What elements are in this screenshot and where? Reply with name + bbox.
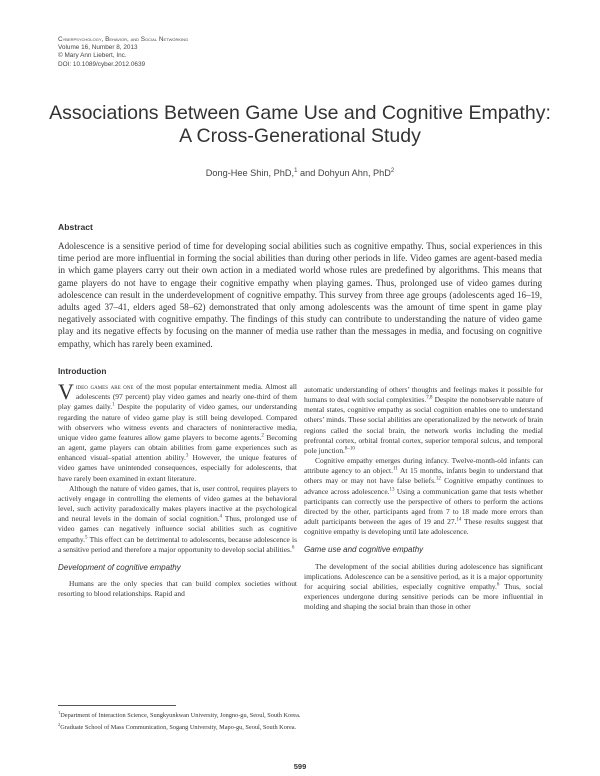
page-number: 599 <box>293 762 307 771</box>
doi-line: DOI: 10.1089/cyber.2012.0639 <box>58 60 146 68</box>
development-paragraph: Humans are the only species that can build complex societies without resorting to blood relationships. Rapid and <box>58 578 297 599</box>
development-heading: Development of cognitive empathy <box>58 562 181 572</box>
abstract-heading: Abstract <box>58 222 93 232</box>
drop-cap: V <box>58 379 74 405</box>
intro-paragraph-1: Video games are one of the most popular entertainment media. Almost all adolescents (97 percent) play video games and nearly one-third of them play games daily.$^1$ Despite the popularity of video games, our understanding regarding the nature of video game play is still being developed. Compared with observers who witness events and characters of noninteractive media, unique video game features allow game players to become agents.$^2$ Becoming an agent, game players can obtain abilities from game experiences such as enhanced visual–spatial attention ability.$^3$ However, the unique features of video games have unintended consequences, especially for adolescents, that have rarely been examined in extant literature. <box>58 379 297 483</box>
footnote-2: $^2$Graduate School of Mass Communication, Sogang University, Mapo-gu, Seoul, South Korea. <box>58 721 297 731</box>
right-paragraph-2: Cognitive empathy emerges during infancy. Twelve-month-old infants can attribute agency to an object.$^{11}$ At 15 months, infants begin to understand that others may or may not have false beliefs.$^{12}$ Cognitive empathy continues to advance across adolescence.$^{13}$ Using a communication game that tests whether participants can correctly use the perspective of others to perform the actions directed by the other, participants aged from 7 to 18 made more errors than adult participants between the ages of 19 and 27.14 These results suggest that cognitive empathy is developing until late adolescence. <box>304 456 543 537</box>
title-line-1: Associations Between Game Use and Cognitive Empathy: <box>49 102 551 124</box>
volume-info: Volume 16, Number 8, 2013 <box>58 44 138 52</box>
footnote-1: $^1$Department of Interaction Science, Sungkyunkwan University, Jongno-gu, Seoul, South Korea. <box>58 710 301 720</box>
affiliation-mark-2: 2 <box>390 168 395 174</box>
journal-header <box>58 36 188 69</box>
footnote-rule <box>58 705 176 706</box>
affiliation-mark-1: 1 <box>294 168 298 174</box>
author-1: Dong-Hee Shin, PhD, <box>205 168 295 179</box>
author-2: and Dohyun Ahn, PhD <box>300 168 391 179</box>
author-line <box>40 168 560 178</box>
title-line-2: A Cross-Generational Study <box>179 125 421 147</box>
journal-name: Cyberpsychology, Behavior, and Social Networking <box>58 36 189 43</box>
paper-title <box>40 102 560 148</box>
right-paragraph-3: The development of the social abilities during adolescence has significant implications. Adolescence can be a sensitive period, as it is a major opportunity for acquiring social abilities, especially cognitive empathy.$^6$ Thus, social experiences undergone during sensitive periods can be more influential in molding and shaping the social brain than those in other <box>304 561 543 612</box>
left-column <box>58 366 297 599</box>
introduction-heading: Introduction <box>58 366 107 376</box>
right-column <box>304 385 543 612</box>
right-paragraph-1: automatic understanding of others’ thoughts and feelings makes it possible for humans to deal with social complexities.$^{7,8}$ Despite the nonobservable nature of mental states, cognitive empathy as social cognition enables one to understand others’ minds. These social abilities are operationalized by the network of brain regions called the social brain, the network works including the medial prefrontal cortex, orbital frontal cortex, superior temporal sulcus, and temporal pole junction.$^{8-10}$ <box>304 385 543 455</box>
intro-paragraph-2: Although the nature of video games, that is, user control, requires players to actively engage in controlling the elements of video games at the behavioral level, such activity paradoxically makes players inactive at the psychological and neural levels in the domain of social cognition.$^4$ Thus, prolonged use of video games can negatively influence social abilities such as cognitive empathy.$^5$ This effect can be detrimental to adolescents, because adolescence is a sensitive period and therefore a major opportunity to develop social abilities.$^6$ <box>58 483 297 554</box>
copyright-line: © Mary Ann Liebert, Inc. <box>58 52 127 60</box>
footnotes <box>58 709 542 732</box>
game-use-heading: Game use and cognitive empathy <box>304 545 424 555</box>
abstract-text: Adolescence is a sensitive period of time for developing social abilities such as cognitive empathy. Thus, social experiences in this time period are more influential in forming the social abilities than during other periods in life. Video games are agent-based media in which game players carry out their own action in a mediated world whose rules are predefined by algorithms. This means that game players do not have to engage their cognitive empathy when playing games. Thus, prolonged use of video games during adolescence can result in the underdevelopment of cognitive empathy. This survey from three age groups (adolescents aged 16–19, adults aged 37–41, elders aged 58–62) demonstrated that only among adolescents was the amount of time spent in game play negatively associated with cognitive empathy. The findings of this study can contribute to understanding the nature of video game play and its negative effects by focusing on the manner of media use rather than the messages in media, and focusing on cognitive empathy, which has rarely been examined. <box>58 241 542 349</box>
